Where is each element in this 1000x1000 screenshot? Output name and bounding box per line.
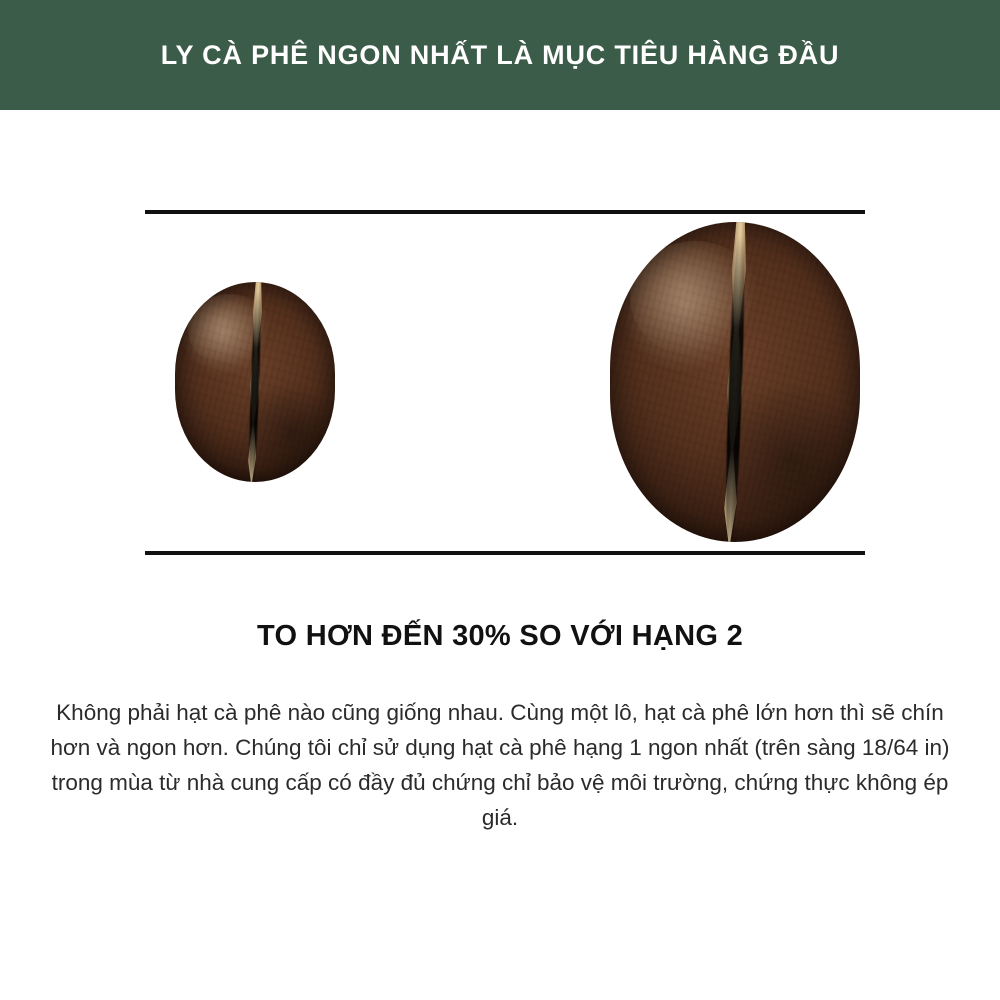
body-paragraph: Không phải hạt cà phê nào cũng giống nhau. Cùng một lô, hạt cà phê lớn hơn thì sẽ chín hơn và ngon hơn. Chúng tôi chỉ sử dụng hạt cà phê hạng 1 ngon nhất (trên sàng 18/64 in) trong mùa từ nhà cung cấp có đầy đủ chứng chỉ bảo vệ môi trường, chứng thực không ép giá.	[50, 700, 950, 830]
bean-comparison	[145, 210, 865, 555]
banner-title: LY CÀ PHÊ NGON NHẤT LÀ MỤC TIÊU HÀNG ĐẦU	[160, 39, 840, 70]
sub-headline: TO HƠN ĐẾN 30% SO VỚI HẠNG 2	[257, 620, 743, 652]
header-banner	[0, 0, 1000, 110]
bean-crease-shadow-large	[723, 235, 746, 542]
measure-line-bottom	[145, 551, 865, 555]
measure-line-top	[145, 210, 865, 214]
coffee-bean-grade1-image	[610, 222, 860, 542]
coffee-bean-grade2-image	[175, 282, 335, 482]
bean-body-small	[175, 282, 335, 482]
bean-body-large	[610, 222, 860, 542]
bean-crease-shadow-small	[248, 290, 263, 482]
